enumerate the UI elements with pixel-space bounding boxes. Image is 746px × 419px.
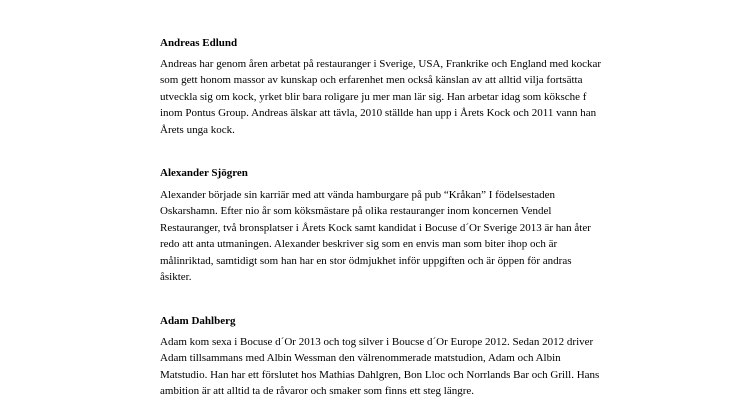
- bio-line: Årets unga kock.: [160, 123, 235, 136]
- person-name: Adam Dahlberg: [160, 315, 236, 327]
- bio-line: ambition är att alltid ta de råvaror och smaker som finns ett steg längre.: [160, 385, 475, 398]
- bio-line: redo att anta utmaningen. Alexander beskriver sig som en envis man som biter ihop och är: [160, 238, 558, 251]
- person-bio: [160, 187, 591, 285]
- person-name: Andreas Edlund: [160, 37, 238, 49]
- person-bio: [160, 334, 599, 400]
- bio-line: Alexander började sin karriär med att vända hamburgare på pub “Kråkan” I födelsestaden: [160, 189, 556, 201]
- bio-line: Andreas har genom åren arbetat på restauranger i Sverige, USA, Frankrike och England med kockar: [160, 58, 602, 70]
- bio-line: Adam kom sexa i Bocuse d´Or 2013 och tog silver i Boucse d´Or Europe 2012. Sedan 2012 driver: [160, 336, 594, 348]
- bio-line: inom Pontus Group. Andreas älskar att tävla, 2010 ställde han upp i Årets Kock och 2011 vann han: [160, 107, 597, 120]
- bio-line: Restauranger, två bronsplatser i Årets Kock samt kandidat i Bocuse d´Or Sverige 2013 är han åter: [160, 221, 591, 234]
- person-bio: [160, 56, 601, 138]
- bio-line: målinriktad, samtidigt som han har en stor ödmjukhet inför uppgiften och är öppen för andras: [160, 254, 572, 267]
- person-name: Alexander Sjögren: [160, 167, 248, 179]
- bio-line: Adam tillsammans med Albin Wessman den välrenommerade matstudion, Adam och Albin: [160, 352, 561, 365]
- bio-line: Oskarshamn. Efter nio år som köksmästare på olika restauranger inom koncernen Vendel: [160, 205, 552, 218]
- bio-line: Matstudio. Han har ett förslutet hos Mathias Dahlgren, Bon Lloc och Norrlands Bar och Grill. Hans: [160, 368, 600, 381]
- bio-line: åsikter.: [160, 271, 192, 284]
- bio-line: som gett honom massor av kunskap och erfarenhet men också känslan av att alltid vilja fortsätta: [160, 74, 583, 87]
- bio-line: utveckla sig om kock, yrket blir bara roligare ju mer man lär sig. Han arbetar idag som köksche f: [160, 90, 587, 103]
